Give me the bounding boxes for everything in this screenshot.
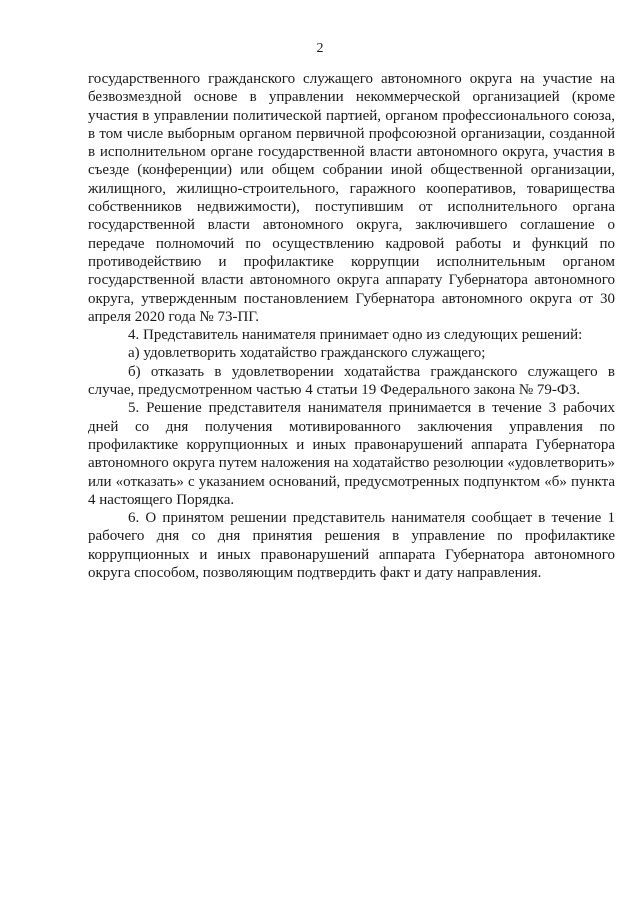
paragraph-item-4b: б) отказать в удовлетворении ходатайства гражданского служащего в случае, предусмотренном частью 4 статьи 19 Федерального закона № 79-ФЗ. xyxy=(88,363,615,399)
paragraph-item-4: 4. Представитель нанимателя принимает одно из следующих решений: xyxy=(128,327,583,344)
paragraph-item-5: 5. Решение представителя нанимателя принимается в течение 3 рабочих дней со дня получения мотивированного заключения управления по профилактике коррупционных и иных правонарушений аппарата Губернатора автономного округа путем наложения на ходатайство резолюции «удовлетворить» или «отказать» с указанием оснований, предусмотренных подпунктом «б» пункта 4 настоящего Порядка. xyxy=(88,400,615,508)
page-number: 2 xyxy=(316,41,324,56)
paragraph-continuation: государственного гражданского служащего автономного округа на участие на безвозмездной основе в управлении некоммерческой организацией (кроме участия в управлении политической партией, органом профессионального союза, в том числе выборным органом первичной профсоюзной организации, созданной в исполнительном органе государственной власти автономного округа, участия в съезде (конференции) или общем собрании иной общественной организации, жилищного, жилищно-строительного, гаражного кооперативов, товарищества собственников недвижимости), поступившим от исполнительного органа государственной власти автономного округа, заключившего соглашение о передаче полномочий по осуществлению кадровой работы и функций по противодействию и профилактике коррупции исполнительным органом государственной власти автономного округа аппарату Губернатора автономного округа, утвержденным постановлением Губернатора автономного округа от 30 апреля 2020 года № 73-ПГ. xyxy=(88,71,615,325)
document-body xyxy=(88,70,615,582)
paragraph-item-4a: а) удовлетворить ходатайство гражданского служащего; xyxy=(128,345,486,362)
paragraph-item-6: 6. О принятом решении представитель нанимателя сообщает в течение 1 рабочего дня со дня принятия решения в управление по профилактике коррупционных и иных правонарушений аппарата Губернатора автономного округа способом, позволяющим подтвердить факт и дату направления. xyxy=(88,510,615,582)
